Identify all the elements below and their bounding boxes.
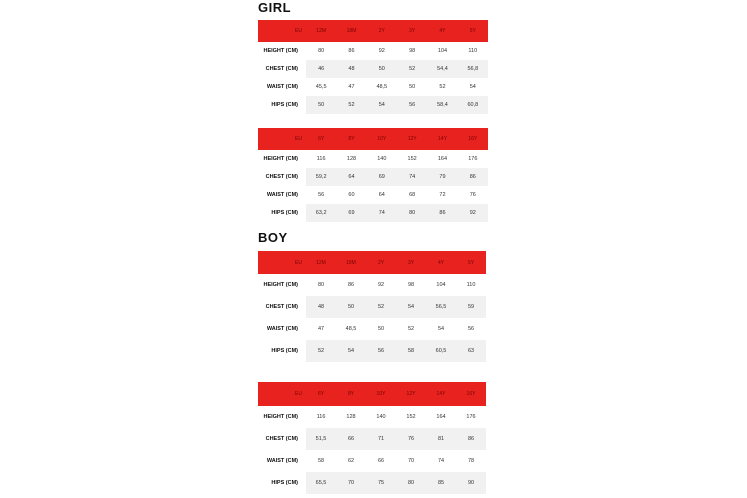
- table-row: [258, 78, 488, 96]
- measurement-cell: 140: [377, 156, 387, 162]
- measurement-cell: 66: [377, 458, 385, 464]
- measurement-cell: 58: [407, 348, 415, 354]
- measurement-cell: 110: [466, 282, 476, 288]
- measurement-cell: 98: [409, 48, 416, 54]
- measurement-cell: 62: [347, 458, 355, 464]
- size-header-cell: 4Y: [437, 259, 445, 266]
- measurement-cell: 54,4: [437, 66, 448, 72]
- measurement-cell: 51,5: [315, 436, 327, 442]
- size-header-cell: 4Y: [439, 28, 446, 34]
- measurement-cell: 164: [436, 414, 446, 420]
- size-header-cell: 5Y: [469, 28, 476, 34]
- measurement-label: HIPS (CM): [271, 102, 298, 108]
- measurement-cell: 176: [468, 156, 478, 162]
- size-header-cell: 18M: [346, 259, 356, 266]
- measurement-cell: 56: [409, 102, 416, 108]
- table-header: [258, 20, 488, 42]
- measurement-cell: 76: [407, 436, 415, 442]
- measurement-cell: 86: [347, 282, 355, 288]
- measurement-label: CHEST (CM): [265, 174, 298, 180]
- size-header-cell: 12M: [316, 259, 326, 266]
- size-header-cell: 12Y: [407, 136, 417, 142]
- table-row: [258, 60, 488, 78]
- measurement-cell: 176: [466, 414, 476, 420]
- measurement-cell: 47: [317, 326, 325, 332]
- size-header-cell: 10Y: [377, 136, 387, 142]
- measurement-cell: 58,4: [437, 102, 448, 108]
- measurement-cell: 80: [317, 282, 325, 288]
- measurement-cell: 76: [469, 192, 476, 198]
- measurement-cell: 47: [348, 84, 355, 90]
- measurement-label: CHEST (CM): [265, 66, 298, 72]
- measurement-label: HIPS (CM): [271, 348, 298, 354]
- size-header-cell: 16Y: [466, 391, 476, 397]
- measurement-cell: 66: [347, 436, 355, 442]
- measurement-cell: 90: [467, 480, 475, 486]
- table-row: [258, 450, 486, 472]
- measurement-cell: 46: [318, 66, 325, 72]
- measurement-cell: 116: [316, 156, 326, 162]
- measurement-cell: 52: [377, 304, 385, 310]
- size-header-cell: 14Y: [436, 391, 446, 397]
- size-system-label: EU: [295, 28, 302, 34]
- measurement-cell: 79: [439, 174, 446, 180]
- table-row: [258, 168, 488, 186]
- size-header-cell: 18M: [346, 28, 357, 34]
- measurement-cell: 85: [437, 480, 445, 486]
- table-row: [258, 296, 486, 318]
- table-row: [258, 186, 488, 204]
- measurement-cell: 92: [469, 210, 476, 216]
- measurement-cell: 92: [378, 48, 385, 54]
- size-system-label: EU: [295, 391, 302, 397]
- table-row: [258, 274, 486, 296]
- size-header-cell: 10Y: [376, 391, 386, 397]
- measurement-cell: 71: [377, 436, 385, 442]
- measurement-cell: 64: [378, 192, 385, 198]
- measurement-cell: 63,2: [315, 210, 327, 216]
- table-row: [258, 96, 488, 114]
- measurement-cell: 80: [407, 480, 415, 486]
- measurement-label: CHEST (CM): [265, 436, 298, 442]
- boy-size-table-1: [258, 251, 486, 362]
- table-row: [258, 204, 488, 222]
- table-row: [258, 340, 486, 362]
- size-header-cell: 3Y: [409, 28, 416, 34]
- size-header-cell: 16Y: [468, 136, 478, 142]
- table-row: [258, 150, 488, 168]
- measurement-cell: 74: [409, 174, 416, 180]
- measurement-cell: 59,2: [315, 174, 327, 180]
- table-row: [258, 42, 488, 60]
- measurement-cell: 60,5: [435, 348, 447, 354]
- measurement-label: WAIST (CM): [266, 84, 298, 90]
- measurement-cell: 128: [346, 414, 356, 420]
- measurement-cell: 48: [317, 304, 325, 310]
- measurement-cell: 164: [437, 156, 448, 162]
- measurement-cell: 48,5: [376, 84, 388, 90]
- measurement-cell: 128: [346, 156, 357, 162]
- size-header-cell: 5Y: [467, 259, 475, 266]
- measurement-cell: 78: [467, 458, 475, 464]
- measurement-cell: 50: [318, 102, 325, 108]
- size-header-cell: 12Y: [406, 391, 416, 397]
- measurement-cell: 69: [378, 174, 385, 180]
- table-row: [258, 406, 486, 428]
- measurement-cell: 52: [407, 326, 415, 332]
- measurement-cell: 45,5: [315, 84, 327, 90]
- measurement-cell: 56: [377, 348, 385, 354]
- measurement-cell: 50: [377, 326, 385, 332]
- measurement-cell: 80: [318, 48, 325, 54]
- measurement-label: HIPS (CM): [271, 210, 298, 216]
- measurement-cell: 104: [437, 48, 448, 54]
- measurement-cell: 86: [467, 436, 475, 442]
- size-header-cell: 6Y: [318, 136, 325, 142]
- girl-size-table-1: [258, 20, 488, 114]
- measurement-cell: 81: [437, 436, 445, 442]
- measurement-cell: 52: [348, 102, 355, 108]
- size-header-cell: 3Y: [407, 259, 415, 266]
- measurement-cell: 80: [409, 210, 416, 216]
- measurement-cell: 48,5: [345, 326, 357, 332]
- measurement-cell: 52: [317, 348, 325, 354]
- measurement-label: HEIGHT (CM): [263, 156, 298, 162]
- measurement-label: HEIGHT (CM): [263, 414, 298, 420]
- measurement-cell: 50: [347, 304, 355, 310]
- measurement-cell: 63: [467, 348, 475, 354]
- measurement-label: HEIGHT (CM): [263, 282, 298, 288]
- measurement-cell: 60,8: [467, 102, 479, 108]
- measurement-cell: 54: [347, 348, 355, 354]
- measurement-cell: 52: [439, 84, 446, 90]
- measurement-cell: 140: [376, 414, 386, 420]
- measurement-label: WAIST (CM): [266, 458, 298, 464]
- measurement-cell: 52: [409, 66, 416, 72]
- table-row: [258, 472, 486, 494]
- measurement-cell: 86: [469, 174, 476, 180]
- size-system-label: EU: [295, 136, 302, 142]
- table-row: [258, 428, 486, 450]
- measurement-cell: 50: [409, 84, 416, 90]
- measurement-cell: 74: [437, 458, 445, 464]
- measurement-cell: 54: [378, 102, 385, 108]
- size-system-label: EU: [295, 259, 302, 266]
- table-row: [258, 318, 486, 340]
- measurement-label: HEIGHT (CM): [263, 48, 298, 54]
- size-header-cell: 2Y: [377, 259, 385, 266]
- table-header: [258, 128, 488, 150]
- measurement-cell: 86: [348, 48, 355, 54]
- girl-size-table-2: [258, 128, 488, 222]
- measurement-cell: 48: [348, 66, 355, 72]
- measurement-cell: 72: [439, 192, 446, 198]
- measurement-cell: 104: [436, 282, 446, 288]
- measurement-cell: 58: [317, 458, 325, 464]
- measurement-cell: 54: [437, 326, 445, 332]
- measurement-cell: 56,8: [467, 66, 479, 72]
- measurement-cell: 69: [348, 210, 355, 216]
- size-header-cell: 6Y: [317, 391, 325, 397]
- measurement-cell: 56: [318, 192, 325, 198]
- measurement-label: WAIST (CM): [266, 326, 298, 332]
- measurement-label: WAIST (CM): [266, 192, 298, 198]
- measurement-cell: 64: [348, 174, 355, 180]
- measurement-label: CHEST (CM): [265, 304, 298, 310]
- measurement-cell: 59: [467, 304, 475, 310]
- measurement-label: HIPS (CM): [271, 480, 298, 486]
- measurement-cell: 56: [467, 326, 475, 332]
- girl-heading: GIRL: [258, 0, 292, 15]
- measurement-cell: 92: [377, 282, 385, 288]
- table-header: [258, 251, 486, 274]
- measurement-cell: 75: [377, 480, 385, 486]
- measurement-cell: 116: [316, 414, 326, 420]
- boy-heading: BOY: [258, 230, 288, 245]
- measurement-cell: 70: [407, 458, 415, 464]
- size-header-cell: 2Y: [378, 28, 385, 34]
- measurement-cell: 110: [468, 48, 478, 54]
- measurement-cell: 54: [407, 304, 415, 310]
- measurement-cell: 60: [348, 192, 355, 198]
- measurement-cell: 152: [407, 156, 417, 162]
- size-header-cell: 8Y: [347, 391, 355, 397]
- size-header-cell: 14Y: [438, 136, 447, 142]
- measurement-cell: 98: [407, 282, 415, 288]
- measurement-cell: 152: [406, 414, 416, 420]
- measurement-cell: 54: [469, 84, 476, 90]
- measurement-cell: 86: [439, 210, 446, 216]
- measurement-cell: 56,5: [435, 304, 447, 310]
- measurement-cell: 74: [378, 210, 385, 216]
- measurement-cell: 70: [347, 480, 355, 486]
- boy-size-table-2: [258, 382, 486, 494]
- measurement-cell: 65,5: [315, 480, 327, 486]
- size-header-cell: 8Y: [348, 136, 355, 142]
- measurement-cell: 50: [378, 66, 385, 72]
- size-header-cell: 12M: [316, 28, 327, 34]
- measurement-cell: 68: [409, 192, 416, 198]
- table-header: [258, 382, 486, 406]
